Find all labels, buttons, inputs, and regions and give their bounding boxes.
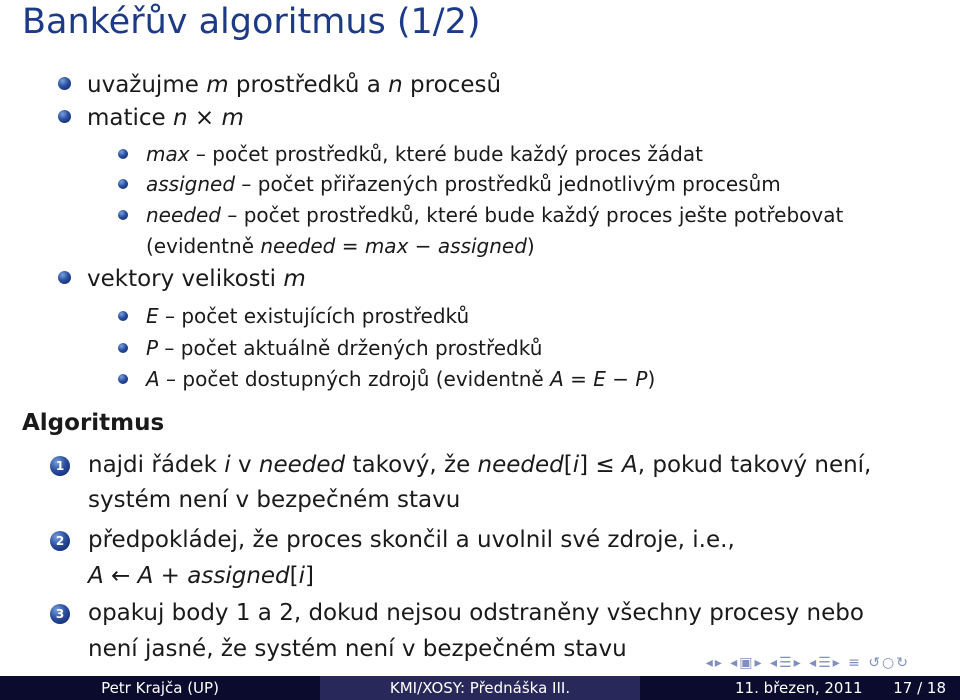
step-2: 2 předpokládej, že proces skončil a uvolnil své zdroje, i.e., xyxy=(50,527,735,553)
nav-left-icon[interactable]: ◂ xyxy=(705,655,715,671)
footer-date: 11. březen, 2011 xyxy=(735,679,863,697)
step-3-cont: není jasné, že systém není v bezpečném stavu xyxy=(88,636,627,662)
bullet-icon xyxy=(58,271,71,284)
bullet-icon xyxy=(118,374,128,384)
bullet-matrix: matice n × m xyxy=(58,105,244,131)
step-1-cont: systém není v bezpečném stavu xyxy=(88,487,461,513)
algorithm-heading: Algoritmus xyxy=(22,410,165,436)
slide-title: Bankéřův algoritmus (1/2) xyxy=(22,2,481,42)
sub-bullet-a: A – počet dostupných zdrojů (evidentně A = E − P) xyxy=(118,367,655,391)
align-icon[interactable]: ≡ xyxy=(848,655,862,671)
footer-course: KMI/XOSY: Přednáška III. xyxy=(320,676,640,700)
search-icon[interactable]: ↺○↻ xyxy=(868,655,910,671)
bullet-icon xyxy=(118,311,128,321)
sub-bullet-needed: needed – počet prostředků, které bude každý proces ješte potřebovat xyxy=(118,203,843,227)
bullet-icon xyxy=(58,110,71,123)
sub-bullet-e: E – počet existujících prostředků xyxy=(118,304,469,328)
step-3: 3 opakuj body 1 a 2, dokud nejsou odstraněny všechny procesy nebo xyxy=(50,600,864,626)
bullet-vectors: vektory velikosti m xyxy=(58,266,306,292)
frame-icon[interactable]: ◂▣▸ xyxy=(730,655,764,671)
footer-page: 17 / 18 xyxy=(893,679,946,697)
sub-bullet-assigned: assigned – počet přiřazených prostředků jednotlivým procesům xyxy=(118,172,781,196)
bullet-icon xyxy=(118,179,128,189)
footer-date-page xyxy=(640,676,960,700)
bullet-icon xyxy=(118,149,128,159)
step-1: 1 najdi řádek i v needed takový, že needed[i] ≤ A, pokud takový není, xyxy=(50,452,871,478)
footer-author: Petr Krajča (UP) xyxy=(0,676,320,700)
section-icon[interactable]: ◂☰▸ xyxy=(809,655,842,671)
beamer-nav xyxy=(706,655,910,671)
sub-bullet-needed-cont: (evidentně needed = max − assigned) xyxy=(146,234,535,258)
sub-bullet-p: P – počet aktuálně držených prostředků xyxy=(118,336,542,360)
bullet-icon xyxy=(58,77,71,90)
bullet-icon xyxy=(118,210,128,220)
bullet-icon xyxy=(118,343,128,353)
step-number: 3 xyxy=(50,604,70,624)
footer xyxy=(0,676,960,700)
step-number: 1 xyxy=(50,456,70,476)
sub-bullet-max: max – počet prostředků, které bude každý proces žádat xyxy=(118,142,703,166)
bullet-resources: uvažujme m prostředků a n procesů xyxy=(58,72,501,98)
nav-right-icon[interactable]: ▸ xyxy=(714,655,724,671)
subsection-icon[interactable]: ◂☰▸ xyxy=(770,655,803,671)
step-2-cont: A ← A + assigned[i] xyxy=(88,563,315,589)
step-number: 2 xyxy=(50,531,70,551)
